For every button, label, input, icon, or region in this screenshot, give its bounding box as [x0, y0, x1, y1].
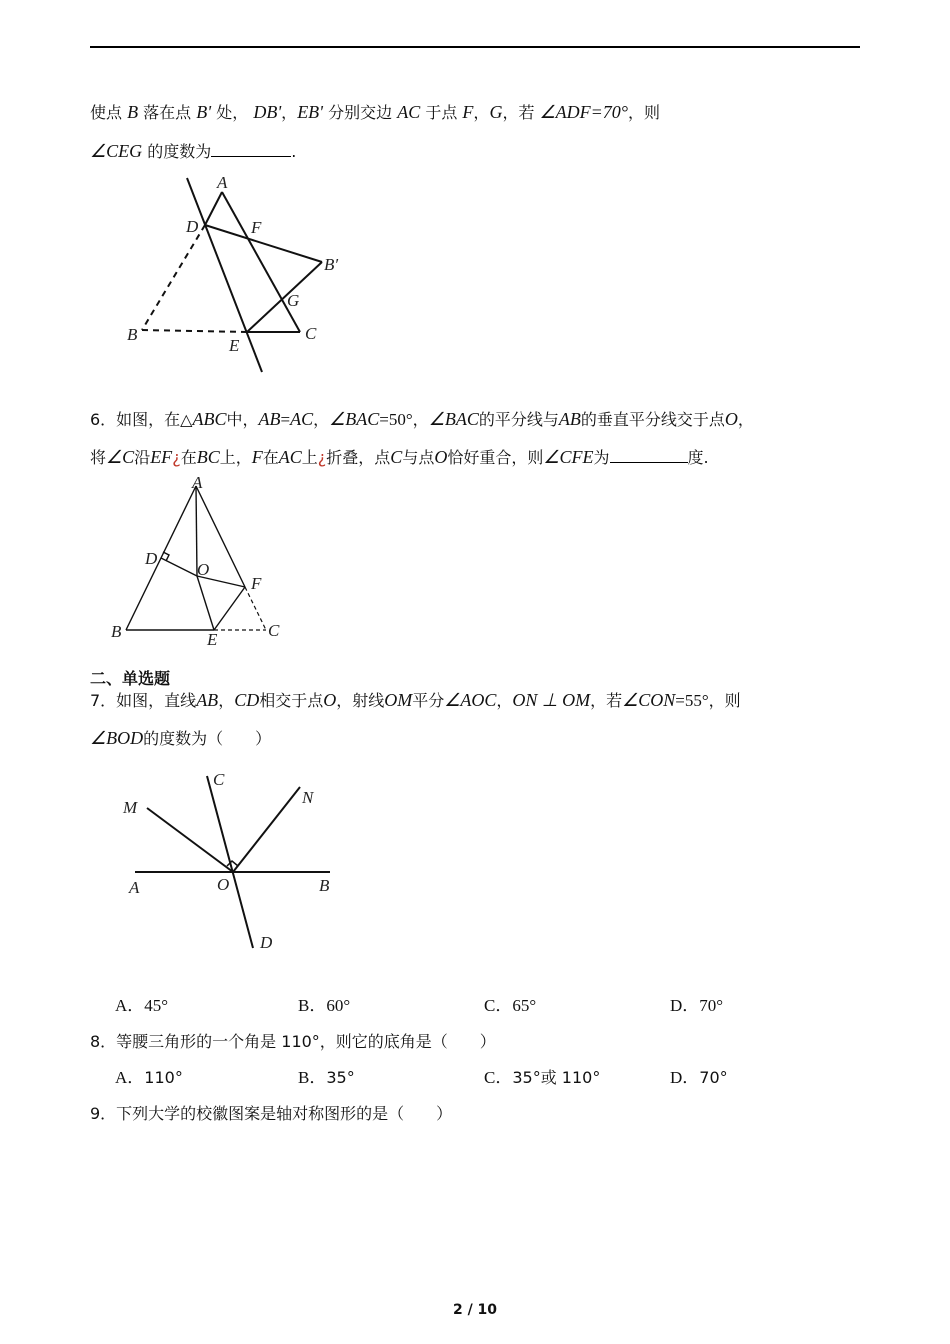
math: O	[724, 409, 738, 429]
label-N: N	[302, 788, 314, 807]
q9-stem	[90, 1104, 452, 1124]
text: 的平分线与	[478, 410, 559, 429]
text: 度.	[687, 448, 709, 467]
label-G: G	[287, 291, 300, 310]
math: =	[280, 410, 291, 429]
math: ∠C	[106, 447, 135, 467]
math: EB'	[297, 102, 324, 122]
text: ，	[737, 410, 754, 429]
ray-ON	[233, 787, 300, 872]
label-B: B	[127, 325, 138, 344]
right-angle-mark	[227, 861, 238, 866]
label-B: B	[111, 622, 122, 641]
math: O	[323, 690, 337, 710]
math: ON ⊥ OM	[512, 690, 591, 710]
math: F	[462, 102, 474, 122]
math: C	[390, 447, 403, 467]
segment-OE	[197, 576, 214, 630]
math: ∠BOD	[90, 728, 144, 748]
option-value: 35°	[326, 1068, 355, 1087]
label-A: A	[129, 878, 140, 897]
math: F	[251, 447, 263, 467]
option-label: D．	[670, 996, 700, 1015]
text: ，射线	[336, 691, 385, 710]
label-C: C	[268, 621, 280, 640]
text: 处，	[211, 103, 249, 122]
label-M: M	[123, 798, 138, 817]
q7-option-a[interactable]	[115, 996, 168, 1016]
math: B'	[196, 102, 212, 122]
option-label: D．	[670, 1068, 700, 1087]
math: CD	[234, 690, 260, 710]
math: AB	[558, 409, 581, 429]
garbled-glyph: ¿	[317, 448, 327, 467]
math: ∠AOC	[444, 690, 497, 710]
segment-AD	[205, 192, 222, 225]
dashed-BE	[142, 330, 247, 332]
text: 折叠，点	[326, 448, 391, 467]
label-A: A	[217, 173, 228, 192]
option-value: 35°或 110°	[512, 1068, 601, 1087]
text: ，	[496, 691, 513, 710]
text: .	[291, 142, 297, 161]
math: ∠BAC	[428, 409, 479, 429]
q8-option-b[interactable]	[298, 1068, 355, 1088]
answer-blank[interactable]	[610, 446, 688, 463]
q5-line-1	[90, 102, 660, 123]
label-C: C	[213, 770, 225, 789]
text: 于点	[420, 103, 463, 122]
text: ，则	[708, 691, 741, 710]
option-label: C．	[484, 1068, 513, 1087]
math: AB	[196, 690, 219, 710]
option-value: 70°	[699, 996, 724, 1015]
text: 落在点	[138, 103, 197, 122]
label-D: D	[145, 549, 158, 568]
option-label: B．	[298, 996, 327, 1015]
segment-AC	[222, 192, 300, 332]
text: ，若	[502, 103, 540, 122]
math: OM	[384, 690, 413, 710]
math: AB	[258, 409, 281, 429]
text: 上	[301, 448, 318, 467]
q8-option-c[interactable]	[484, 1068, 600, 1088]
label-F: F	[251, 574, 262, 593]
label-D: D	[186, 217, 199, 236]
math: DB'	[253, 102, 282, 122]
text: 沿	[134, 448, 151, 467]
math: ABC	[192, 409, 227, 429]
answer-blank[interactable]	[211, 140, 291, 157]
label-E: E	[207, 630, 218, 649]
option-label: B．	[298, 1068, 327, 1087]
math: BC	[196, 447, 220, 467]
label-E: E	[229, 336, 240, 355]
math: ∠CEG	[90, 141, 143, 161]
math: ∠ADF=70°	[539, 102, 629, 122]
text: ，	[281, 103, 298, 122]
q6-line-1	[90, 409, 754, 430]
text: 上，	[219, 448, 252, 467]
label-B: B	[319, 876, 330, 895]
garbled-glyph: ¿	[172, 448, 181, 467]
line-DE	[187, 178, 262, 372]
text: 使点	[90, 103, 128, 122]
math: =50°	[379, 410, 413, 429]
math: G	[489, 102, 503, 122]
label-D: D	[260, 933, 273, 952]
text: ，	[473, 103, 490, 122]
math: AC	[397, 102, 421, 122]
page-number: 2 / 10	[452, 1302, 498, 1318]
question-text: 8．等腰三角形的一个角是 110°，则它的底角是（ ）	[90, 1032, 496, 1051]
q8-option-a[interactable]	[115, 1068, 183, 1088]
text: 的度数为	[142, 142, 212, 161]
q8-option-d[interactable]	[670, 1068, 728, 1088]
text: 中，	[226, 410, 259, 429]
dashed-DB	[142, 225, 205, 330]
q7-option-b[interactable]	[298, 996, 350, 1016]
text: ，若	[590, 691, 623, 710]
q6-line-2	[90, 446, 709, 468]
q5-line-2	[90, 140, 296, 162]
math: O	[434, 447, 448, 467]
text: ，则	[628, 103, 661, 122]
q7-line-2	[90, 728, 271, 749]
label-C: C	[305, 324, 317, 343]
math: EF	[150, 447, 173, 467]
text: 恰好重合，则	[447, 448, 544, 467]
segment-DB1	[205, 225, 322, 262]
math: ∠CFE	[543, 447, 594, 467]
option-label: A．	[115, 1068, 145, 1087]
math: =55°	[675, 691, 709, 710]
text: 在	[180, 448, 197, 467]
label-O: O	[197, 560, 210, 579]
q7-option-c[interactable]	[484, 996, 536, 1016]
math: AC	[290, 409, 314, 429]
option-label: A．	[115, 996, 145, 1015]
text: 相交于点	[259, 691, 324, 710]
figure-isosceles-fold	[108, 474, 288, 650]
math: AC	[278, 447, 302, 467]
question-text: 9．下列大学的校徽图案是轴对称图形的是（ ）	[90, 1104, 453, 1123]
text: 将	[90, 448, 107, 467]
text: 与点	[402, 448, 435, 467]
label-B1: B′	[324, 255, 339, 274]
q7-line-1	[90, 690, 741, 711]
text: 在	[262, 448, 279, 467]
ray-OM	[147, 808, 233, 872]
text: 分别交边	[323, 103, 398, 122]
text: ，	[412, 410, 429, 429]
text: 平分	[412, 691, 445, 710]
q8-stem	[90, 1032, 496, 1052]
option-value: 65°	[512, 996, 537, 1015]
figure-intersecting-lines	[115, 762, 355, 962]
text: 的垂直平分线交于点	[580, 410, 725, 429]
math: B	[127, 102, 139, 122]
option-value: 70°	[699, 1068, 728, 1087]
option-value: 110°	[144, 1068, 183, 1087]
text: 6．如图，在△	[90, 410, 193, 429]
label-O: O	[217, 875, 230, 894]
dashed-FC	[245, 587, 266, 630]
segment-EF	[214, 587, 245, 630]
option-value: 60°	[326, 996, 351, 1015]
math: ∠CON	[622, 690, 676, 710]
label-F: F	[251, 218, 262, 237]
header-rule	[90, 46, 860, 48]
text: ，	[218, 691, 235, 710]
segment-EB1	[247, 262, 322, 332]
label-A: A	[192, 474, 203, 492]
math: ∠BAC	[329, 409, 380, 429]
section-heading: 二、单选题	[90, 669, 171, 688]
text: ，	[313, 410, 330, 429]
text: 为	[593, 448, 610, 467]
q7-option-d[interactable]	[670, 996, 723, 1016]
text: 的度数为（ ）	[143, 729, 272, 748]
option-value: 45°	[144, 996, 169, 1015]
figure-fold-triangle	[110, 170, 370, 380]
option-label: C．	[484, 996, 513, 1015]
text: 7．如图，直线	[90, 691, 197, 710]
